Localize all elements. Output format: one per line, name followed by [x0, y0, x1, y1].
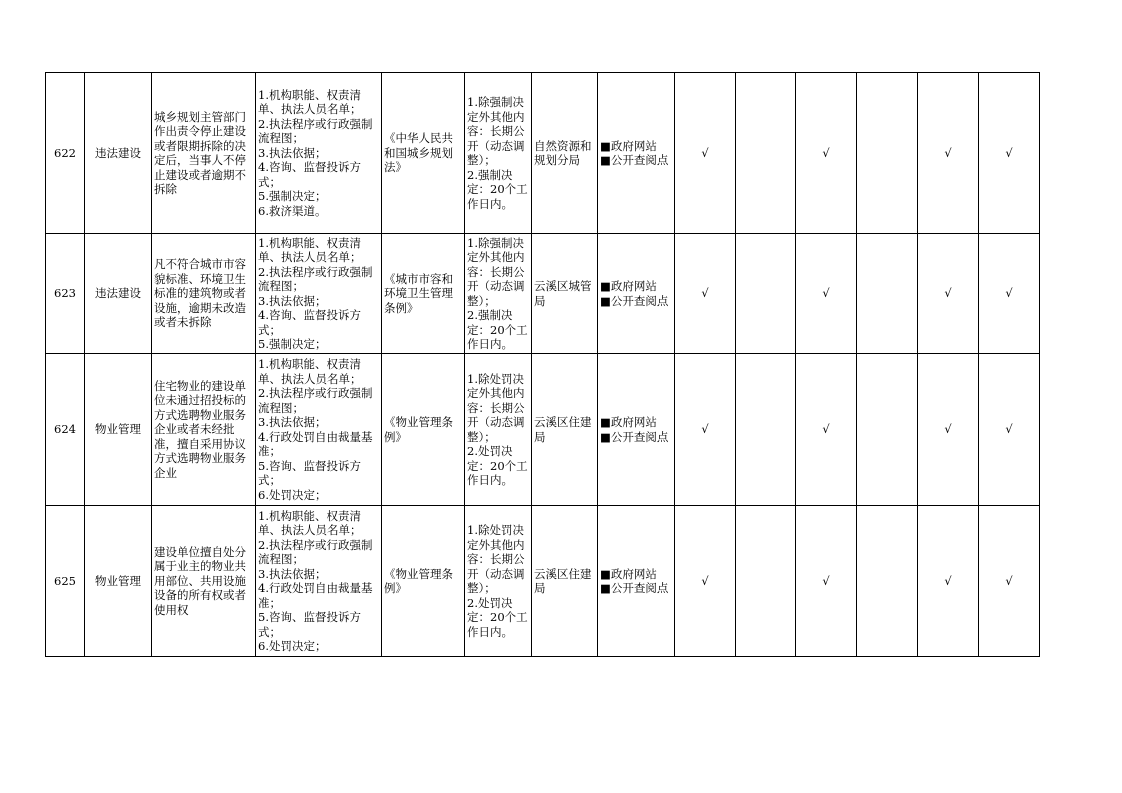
check-mark-cell: √ — [918, 234, 979, 354]
disclosure-items-cell-line: 5.咨询、监督投诉方式； — [258, 458, 361, 487]
check-mark-cell: √ — [675, 234, 736, 354]
disclosure-time-cell-line: 1.除强制决定外其他内容：长期公开（动态调整）； — [467, 235, 525, 308]
disclosure-items-cell — [256, 506, 382, 657]
channels-cell-line: ■政府网站 — [600, 566, 657, 581]
legal-basis-cell: 《物业管理条例》 — [382, 354, 465, 506]
check-mark-cell — [857, 354, 918, 506]
check-mark-cell: √ — [979, 234, 1040, 354]
category-cell: 物业管理 — [85, 354, 152, 506]
check-mark-cell: √ — [918, 506, 979, 657]
table-row — [46, 354, 1040, 506]
row-number: 625 — [46, 506, 85, 657]
channels-cell-line: ■政府网站 — [600, 415, 657, 429]
check-mark-cell — [736, 354, 796, 506]
check-mark-cell: √ — [796, 73, 857, 234]
check-mark-cell — [857, 234, 918, 354]
disclosure-items-cell — [256, 354, 382, 506]
check-mark-cell: √ — [675, 506, 736, 657]
row-number: 622 — [46, 73, 85, 234]
matter-description-cell: 城乡规划主管部门作出责令停止建设或者限期拆除的决定后，当事人不停止建设或者逾期不拆除 — [152, 73, 256, 234]
disclosure-time-cell-line: 1.除处罚决定外其他内容：长期公开（动态调整）； — [467, 523, 525, 595]
disclosure-time-cell — [465, 234, 532, 354]
check-mark-cell: √ — [796, 354, 857, 506]
check-mark-cell: √ — [796, 234, 857, 354]
disclosure-items-cell-line: 2.执法程序或行政强制流程图； — [258, 386, 373, 415]
channels-cell — [598, 506, 675, 657]
disclosure-time-cell-line: 2.强制决定：20个工作日内。 — [467, 167, 528, 211]
department-cell: 云溪区住建局 — [532, 506, 598, 657]
table-body — [46, 73, 1040, 657]
channels-cell-line: ■政府网站 — [600, 279, 657, 293]
legal-basis-cell: 《城市市容和环境卫生管理条例》 — [382, 234, 465, 354]
disclosure-items-cell-line: 5.强制决定； — [258, 337, 327, 351]
check-mark-cell — [857, 506, 918, 657]
check-mark-cell: √ — [979, 354, 1040, 506]
check-mark-cell: √ — [918, 354, 979, 506]
disclosure-time-cell-line: 2.处罚决定：20个工作日内。 — [467, 595, 528, 639]
legal-basis-cell: 《物业管理条例》 — [382, 506, 465, 657]
check-mark-cell: √ — [675, 73, 736, 234]
disclosure-time-cell-line: 2.强制决定：20个工作日内。 — [467, 308, 528, 351]
disclosure-items-cell-line: 6.救济渠道。 — [258, 203, 327, 218]
disclosure-time-cell — [465, 73, 532, 234]
channels-cell-line: ■公开查阅点 — [600, 429, 669, 444]
category-cell: 违法建设 — [85, 73, 152, 234]
disclosure-items-cell-line: 3.执法依据； — [258, 566, 327, 581]
disclosure-items-cell-line: 4.咨询、监督投诉方式； — [258, 308, 361, 337]
disclosure-items-cell-line: 3.执法依据； — [258, 145, 327, 160]
check-mark-cell — [736, 234, 796, 354]
check-mark-cell: √ — [979, 506, 1040, 657]
department-cell: 云溪区住建局 — [532, 354, 598, 506]
disclosure-items-cell-line: 3.执法依据； — [258, 415, 327, 429]
channels-cell-line: ■公开查阅点 — [600, 581, 669, 595]
table-row — [46, 73, 1040, 234]
channels-cell-line: ■公开查阅点 — [600, 153, 669, 167]
department-cell: 云溪区城管局 — [532, 234, 598, 354]
check-mark-cell: √ — [979, 73, 1040, 234]
check-mark-cell: √ — [918, 73, 979, 234]
disclosure-items-cell-line: 4.行政处罚自由裁量基准； — [258, 581, 373, 610]
disclosure-time-cell-line: 1.除强制决定外其他内容：长期公开（动态调整）； — [467, 95, 525, 167]
disclosure-items-cell-line: 1.机构职能、权责清单、执法人员名单； — [258, 235, 362, 264]
category-cell: 物业管理 — [85, 506, 152, 657]
disclosure-items-cell-line: 4.咨询、监督投诉方式； — [258, 160, 361, 189]
check-mark-cell — [736, 73, 796, 234]
disclosure-items-cell-line: 2.执法程序或行政强制流程图； — [258, 264, 373, 293]
category-cell: 违法建设 — [85, 234, 152, 354]
department-cell: 自然资源和规划分局 — [532, 73, 598, 234]
channels-cell — [598, 234, 675, 354]
channels-cell — [598, 354, 675, 506]
channels-cell-line: ■政府网站 — [600, 138, 657, 153]
check-mark-cell: √ — [675, 354, 736, 506]
disclosure-table — [45, 72, 1040, 657]
table-row — [46, 234, 1040, 354]
row-number: 624 — [46, 354, 85, 506]
disclosure-items-cell — [256, 73, 382, 234]
matter-description-cell: 建设单位擅自处分属于业主的物业共用部位、共用设施设备的所有权或者使用权 — [152, 506, 256, 657]
disclosure-items-cell-line: 5.强制决定； — [258, 189, 327, 204]
matter-description-cell: 住宅物业的建设单位未通过招投标的方式选聘物业服务企业或者未经批准，擅自采用协议方式选聘物业服务企业 — [152, 354, 256, 506]
disclosure-items-cell-line: 5.咨询、监督投诉方式； — [258, 610, 361, 639]
check-mark-cell — [857, 73, 918, 234]
disclosure-items-cell-line: 6.处罚决定； — [258, 487, 327, 502]
channels-cell-line: ■公开查阅点 — [600, 293, 669, 308]
disclosure-items-cell-line: 1.机构职能、权责清单、执法人员名单； — [258, 87, 362, 117]
check-mark-cell — [736, 506, 796, 657]
disclosure-items-cell-line: 2.执法程序或行政强制流程图； — [258, 537, 373, 566]
check-mark-cell: √ — [796, 506, 857, 657]
disclosure-items-cell-line: 1.机构职能、权责清单、执法人员名单； — [258, 508, 362, 537]
disclosure-time-cell-line: 1.除处罚决定外其他内容：长期公开（动态调整）； — [467, 371, 525, 444]
disclosure-items-cell-line: 4.行政处罚自由裁量基准； — [258, 429, 373, 458]
disclosure-items-cell-line: 6.处罚决定； — [258, 639, 327, 653]
disclosure-items-cell — [256, 234, 382, 354]
disclosure-items-cell-line: 3.执法依据； — [258, 293, 327, 308]
matter-description-cell: 凡不符合城市市容貌标准、环境卫生标准的建筑物或者设施，逾期未改造或者未拆除 — [152, 234, 256, 354]
disclosure-items-cell-line: 2.执法程序或行政强制流程图； — [258, 116, 373, 146]
legal-basis-cell: 《中华人民共和国城乡规划法》 — [382, 73, 465, 234]
disclosure-time-cell — [465, 354, 532, 506]
row-number: 623 — [46, 234, 85, 354]
disclosure-items-cell-line: 1.机构职能、权责清单、执法人员名单； — [258, 357, 362, 386]
disclosure-time-cell — [465, 506, 532, 657]
disclosure-time-cell-line: 2.处罚决定：20个工作日内。 — [467, 444, 528, 487]
channels-cell — [598, 73, 675, 234]
table-row — [46, 506, 1040, 657]
